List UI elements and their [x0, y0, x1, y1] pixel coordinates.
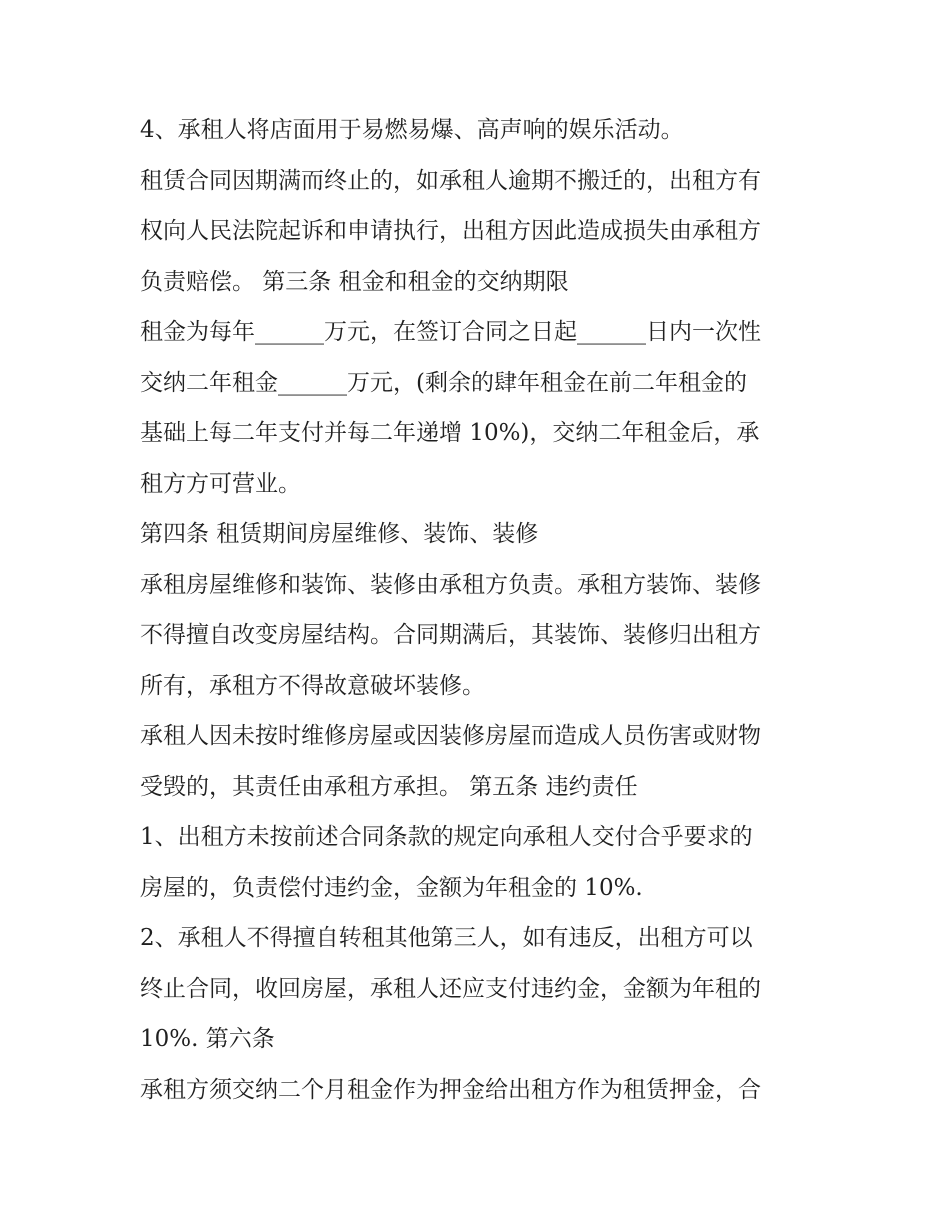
text-line: 承租人因未按时维修房屋或因装修房屋而造成人员伤害或财物 — [140, 723, 761, 749]
text-line: 租方方可营业。 — [140, 470, 301, 497]
text-line: 承租方须交纳二个月租金作为押金给出租方作为租赁押金，合 — [140, 1076, 761, 1103]
text-line: 基础上每二年支付并每二年递增 10%)，交纳二年租金后，承 — [140, 420, 760, 446]
text-line: 租赁合同因期满而终止的，如承租人逾期不搬迁的，出租方有 — [140, 167, 761, 194]
text-line: 4、承租人将店面用于易燃易爆、高声响的娱乐活动。 — [140, 117, 684, 143]
text-line: 租金为每年______万元，在签订合同之日起______日内一次性 — [140, 319, 761, 345]
text-line: 受毁的，其责任由承租方承担。 第五条 违约责任 — [140, 773, 638, 800]
text-line: 权向人民法院起诉和申请执行，出租方因此造成损失由承租方 — [140, 218, 761, 244]
text-line: 房屋的，负责偿付违约金，金额为年租金的 10%. — [140, 874, 643, 901]
text-line: 1、出租方未按前述合同条款的规定向承租人交付合乎要求的 — [140, 824, 753, 850]
text-line: 2、承租人不得擅自转租其他第三人，如有违反，出租方可以 — [140, 925, 753, 951]
text-line: 所有，承租方不得故意破坏装修。 — [140, 672, 485, 699]
text-line: 承租房屋维修和装饰、装修由承租方负责。承租方装饰、装修 — [140, 571, 761, 598]
text-line: 负责赔偿。 第三条 租金和租金的交纳期限 — [140, 268, 569, 295]
text-line: 第四条 租赁期间房屋维修、装饰、装修 — [140, 521, 539, 547]
text-line: 10%. 第六条 — [140, 1026, 275, 1052]
text-line: 终止合同，收回房屋，承租人还应支付违约金，金额为年租的 — [140, 975, 761, 1002]
document-body — [140, 105, 820, 1115]
text-line: 交纳二年租金______万元，(剩余的肆年租金在前二年租金的 — [140, 369, 747, 396]
text-line: 不得擅自改变房屋结构。合同期满后，其装饰、装修归出租方 — [140, 622, 761, 648]
